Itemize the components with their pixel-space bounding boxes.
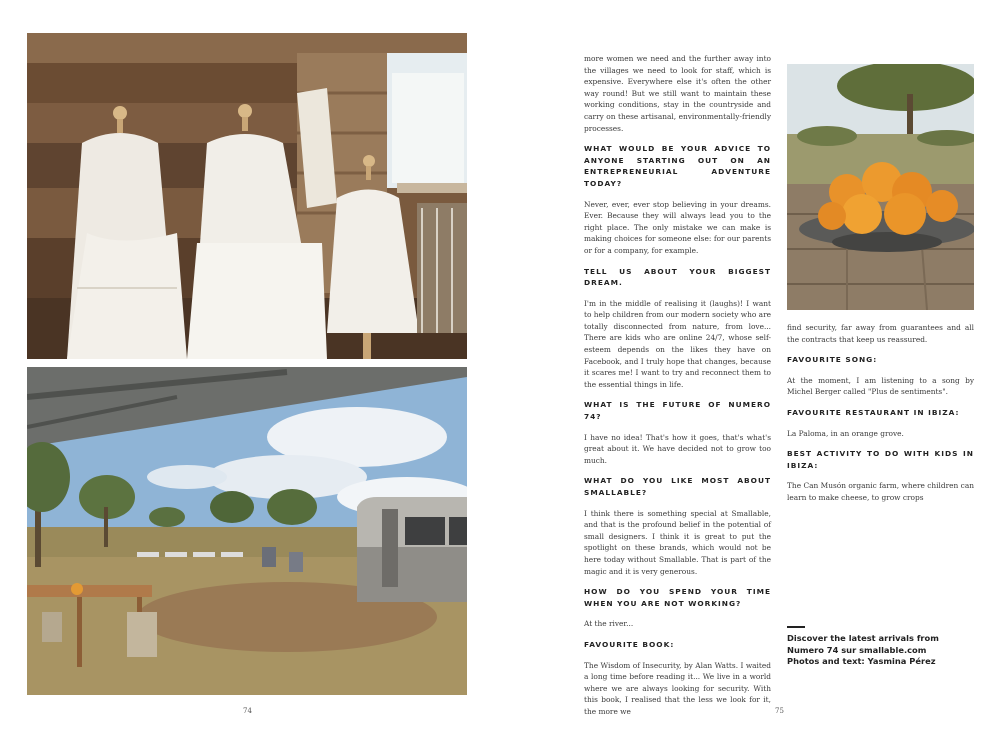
credits-line-3: Photos and text: Yasmina Pérez — [787, 656, 936, 666]
credits-line-2: Numero 74 sur smallable.com — [787, 644, 927, 655]
page-number-left: 74 — [243, 707, 252, 715]
question-restaurant: FAVOURITE RESTAURANT IN IBIZA: — [787, 407, 960, 417]
photo-field-caravan — [27, 367, 467, 695]
credits-line-1: Discover the latest arrivals from — [787, 633, 939, 643]
photo-oranges — [787, 64, 974, 310]
left-page — [0, 0, 503, 739]
question-dream: TELL US ABOUT YOUR BIGGEST DREAM. — [584, 266, 771, 288]
credits-block — [787, 626, 987, 668]
page-number-right: 75 — [775, 707, 784, 715]
text-column-2 — [787, 322, 974, 513]
question-smallable: WHAT DO YOU LIKE MOST ABOUT SMALLABLE? — [584, 476, 771, 497]
text-column-1 — [584, 53, 771, 727]
answer-smallable: I think there is something special at Smallable, and that is the profound belief in the potential of small designers. I think it is great to put the spotlight on these brands, which would not be here today without Smallable. That is part of the magic and it is very generous. — [584, 508, 771, 576]
question-book: FAVOURITE BOOK: — [584, 639, 675, 649]
credits-rule — [787, 626, 805, 628]
answer-future: I have no idea! That's how it goes, that's what's great about it. We have decided not to grow too much. — [584, 432, 771, 465]
continued-paragraph: find security, far away from guarantees and all the contracts that keep us reassured. — [787, 323, 974, 344]
question-song: FAVOURITE SONG: — [787, 355, 878, 365]
question-activity: BEST ACTIVITY TO DO WITH KIDS IN IBIZA: — [787, 449, 974, 470]
answer-dream: I'm in the middle of realising it (laughs)! I want to help children from our modern society who are totally disconnected from nature, from love... There are kids who are online 24/7, whose self-esteem depends on the likes they have on Facebook, and I truly hope that changes, because it scares me! I want to try and reconnect them to the essential things in life. — [584, 298, 771, 389]
answer-advice: Never, ever, ever stop believing in your dreams. Ever. Because they will always lead you to the right place. The only mistake we can make is making choices for someone else: for our parents or for a company, for example. — [584, 199, 771, 255]
answer-free-time: At the river... — [584, 619, 634, 629]
answer-activity: The Can Musón organic farm, where children can learn to make cheese, to grow crops — [787, 481, 974, 502]
photo-dresses — [27, 33, 467, 359]
question-advice: WHAT WOULD BE YOUR ADVICE TO ANYONE STARTING OUT ON AN ENTREPRENEURIAL ADVENTURE TODAY? — [584, 144, 771, 188]
answer-song: At the moment, I am listening to a song by Michel Berger called "Plus de sentiments". — [787, 375, 974, 397]
answer-book: The Wisdom of Insecurity, by Alan Watts. I waited a long time before reading it... We live in a world where we are always looking for security. With this book, I realised that the less we look for it, the more we — [584, 660, 771, 716]
question-free-time: HOW DO YOU SPEND YOUR TIME WHEN YOU ARE NOT WORKING? — [584, 587, 771, 608]
intro-paragraph: more women we need and the further away into the villages we need to look for staff, which is expensive. Everywhere else it's often the other way round! But we still want to maintain these working conditions, stay in the countryside and carry on these artisanal, environmentally-friendly processes. — [584, 54, 771, 133]
question-future: WHAT IS THE FUTURE OF NUMERO 74? — [584, 400, 771, 422]
answer-restaurant: La Paloma, in an orange grove. — [787, 428, 904, 438]
